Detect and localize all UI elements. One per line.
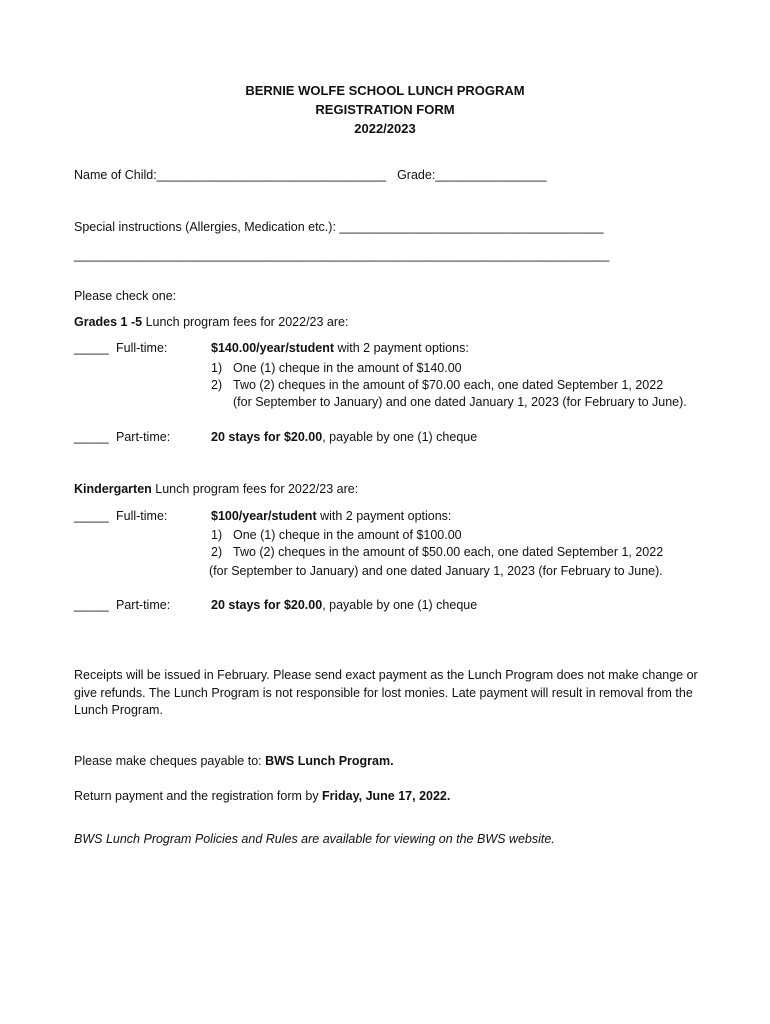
grades-option1-number: 1) (211, 361, 223, 375)
special-instructions-field-2[interactable]: _____________________________________________________________________________ (74, 248, 610, 262)
kindergarten-option2-text: Two (2) cheques in the amount of $50.00 each, one dated September 1, 2022 (233, 545, 664, 559)
check-one-label: Please check one: (74, 289, 177, 303)
grades-option1-text: One (1) cheque in the amount of $140.00 (233, 361, 462, 375)
kindergarten-fulltime-checkbox[interactable]: _____ (74, 509, 109, 523)
kindergarten-option2-continuation: (for September to January) and one dated January 1, 2023 (for February to June). (209, 564, 663, 578)
grades-fulltime-price (211, 341, 469, 355)
kindergarten-parttime-checkbox[interactable]: _____ (74, 598, 109, 612)
grades-parttime-price-rest: , payable by one (1) cheque (322, 430, 478, 444)
kindergarten-option1-number: 1) (211, 528, 223, 542)
kindergarten-fulltime-price-bold: $100/year/student (211, 509, 317, 523)
kindergarten-fulltime-label: Full-time: (116, 509, 168, 523)
grades-parttime-price (211, 430, 477, 444)
child-name-label: Name of Child: (74, 168, 157, 182)
payable-line (74, 754, 394, 768)
child-name-row (74, 168, 547, 182)
policies-note: BWS Lunch Program Policies and Rules are available for viewing on the BWS website. (74, 832, 555, 846)
kindergarten-heading-bold: Kindergarten (74, 482, 152, 496)
title-line-2: REGISTRATION FORM (315, 102, 455, 117)
kindergarten-parttime-price-rest: , payable by one (1) cheque (322, 598, 478, 612)
grades-fulltime-label: Full-time: (116, 341, 168, 355)
grade-label: Grade: (397, 168, 436, 182)
grades-parttime-price-bold: 20 stays for $20.00 (211, 430, 323, 444)
kindergarten-parttime-price-bold: 20 stays for $20.00 (211, 598, 323, 612)
grades-heading (74, 315, 348, 329)
kindergarten-parttime-price (211, 598, 477, 612)
grades-parttime-label: Part-time: (116, 430, 171, 444)
grades-option2-number: 2) (211, 378, 223, 392)
special-instructions-row (74, 220, 604, 234)
grades-option2-continuation: (for September to January) and one dated January 1, 2023 (for February to June). (233, 395, 687, 409)
grades-heading-bold: Grades 1 -5 (74, 315, 143, 329)
return-deadline: Friday, June 17, 2022. (322, 789, 451, 803)
grades-parttime-checkbox[interactable]: _____ (74, 430, 109, 444)
kindergarten-heading-rest: Lunch program fees for 2022/23 are: (151, 482, 359, 496)
grades-fulltime-price-rest: with 2 payment options: (334, 341, 469, 355)
special-instructions-field-1[interactable]: ______________________________________ (339, 220, 604, 234)
kindergarten-heading (74, 482, 358, 496)
payable-name: BWS Lunch Program. (265, 754, 394, 768)
title-line-3: 2022/2023 (354, 121, 416, 136)
kindergarten-parttime-label: Part-time: (116, 598, 171, 612)
grades-fulltime-price-bold: $140.00/year/student (211, 341, 334, 355)
payable-text: Please make cheques payable to: (74, 754, 266, 768)
kindergarten-option2-number: 2) (211, 545, 223, 559)
kindergarten-fulltime-price (211, 509, 451, 523)
special-instructions-label: Special instructions (Allergies, Medication etc.): (74, 220, 340, 234)
title-line-1: BERNIE WOLFE SCHOOL LUNCH PROGRAM (245, 83, 525, 98)
receipts-paragraph: Receipts will be issued in February. Please send exact payment as the Lunch Program does not make change or give refunds. The Lunch Program is not responsible for lost monies. Late payment will result in removal from the Lunch Program. (74, 668, 698, 717)
return-text: Return payment and the registration form by (74, 789, 323, 803)
child-name-field[interactable]: _________________________________ (156, 168, 387, 182)
grade-field[interactable]: ________________ (435, 168, 547, 182)
grades-fulltime-checkbox[interactable]: _____ (74, 341, 109, 355)
kindergarten-option1-text: One (1) cheque in the amount of $100.00 (233, 528, 462, 542)
grades-heading-rest: Lunch program fees for 2022/23 are: (142, 315, 349, 329)
kindergarten-fulltime-price-rest: with 2 payment options: (316, 509, 452, 523)
return-line (74, 789, 450, 803)
grades-option2-text: Two (2) cheques in the amount of $70.00 each, one dated September 1, 2022 (233, 378, 664, 392)
